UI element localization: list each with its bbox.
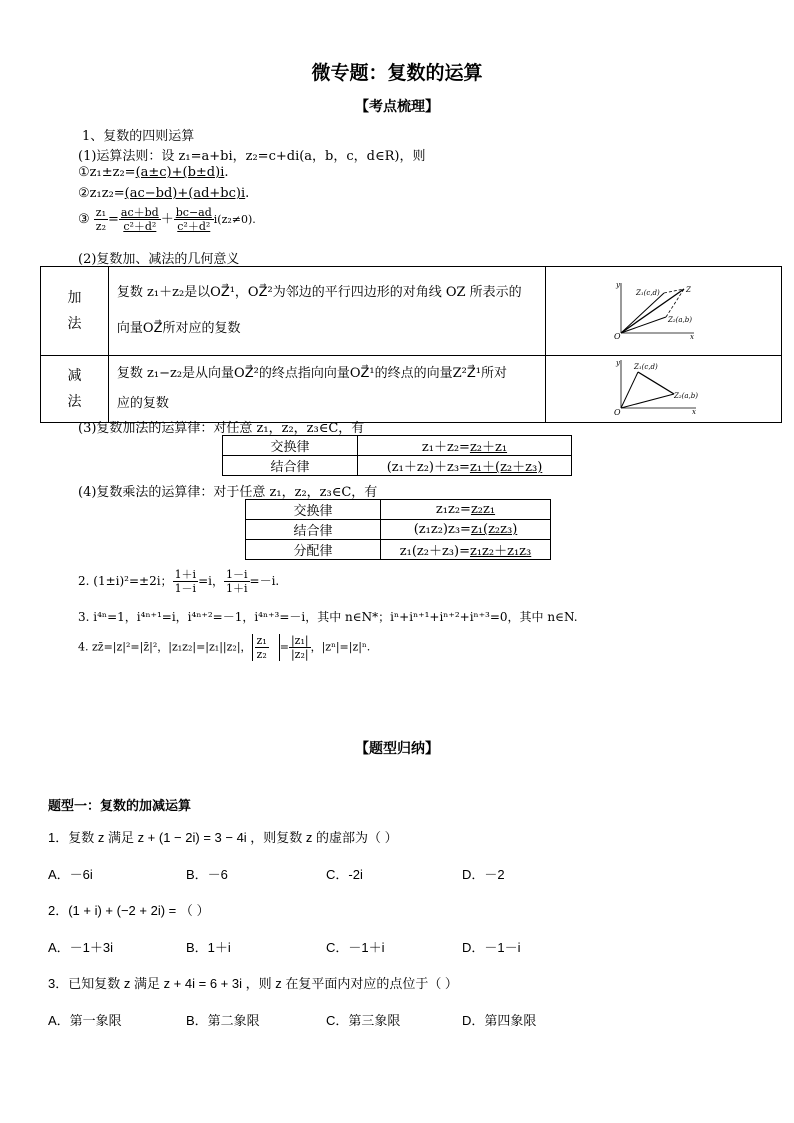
circled-1-icon: ① [78,165,90,180]
geometric-meaning-table [40,266,782,423]
law-name: 结合律 [223,456,358,476]
geo-label-addition: 加 法 [41,267,109,356]
geo-text-addition: 复数 z₁＋z₂是以OZ⃗¹，OZ⃗²为邻边的平行四边形的对角线 OZ 所表示的 向量OZ⃗所对应的复数 [108,267,545,356]
circled-2-icon: ② [78,186,90,201]
section-heading-review: 【考点梳理】 [355,99,439,115]
fig-add-z2-label: Z₂(a,b) [667,316,692,324]
rule-1-answer: (a±c)+(b±d)i [135,165,225,180]
paragraph-geometric-meaning: (2)复数加、减法的几何意义 [78,252,240,267]
formula-line-3: 3. i⁴ⁿ=1，i⁴ⁿ⁺¹=i，i⁴ⁿ⁺²=－1，i⁴ⁿ⁺³=－i，其中 n∈N*；iⁿ+iⁿ⁺¹+iⁿ⁺²+iⁿ⁺³=0，其中 n∈N. [78,610,578,624]
rule-3-fraction-1: $\frac{ac+bd}{\text{c²＋d²}}$ [120,206,159,233]
table-row [246,520,551,540]
parallelogram-diagram [546,267,778,351]
q1-option-b: B．－6 [186,867,228,882]
fraction: $\frac{1+i}{1-i}$ [174,568,197,595]
fraction: $\frac{\text{|z₁|}}{\text{|z₂|}}$ [290,634,309,661]
table-row [246,500,551,520]
rule-3: ③ $\frac{\text{z₁}}{\text{z₂}}$ = $\frac{ac+bd}{\text{c²＋d²}}$ ＋ $\frac{bc-ad}{\text{c²＋d²}}$ i(z₂≠0). [78,206,256,233]
question-3: 3．已知复数 z 满足 z + 4i = 6 + 3i ，则 z 在复平面内对应的点位于（ ） [48,976,458,991]
law-name: 交换律 [223,436,358,456]
geo-figure-subtraction [545,356,781,423]
fig-sub-y-label: y [615,359,620,367]
fig-add-y-label: y [615,281,620,289]
geo-row-subtraction [41,356,782,423]
formula-line-2: 2. (1±i)²=±2i； $\frac{1+i}{1-i}$ =i， $\frac{1-i}{1+i}$ =－i. [78,568,280,595]
rule-3-fraction-2: $\frac{bc-ad}{\text{c²＋d²}}$ [175,206,212,233]
q2-option-c: C．－1＋i [326,940,385,955]
rule-1-prefix: z₁±z₂= [89,165,136,180]
paragraph-addition-laws: (3)复数加法的运算律：对任意 z₁，z₂，z₃∈C，有 [78,421,365,436]
subtraction-diagram [546,356,778,418]
fig-add-x-label: x [689,333,694,341]
fig-sub-origin-label: O [613,408,621,417]
q3-option-b: B．第二象限 [186,1013,260,1028]
law-name: 分配律 [246,540,381,560]
geo-figure-addition [545,267,781,356]
fig-sub-x-label: x [691,408,696,416]
law-formula: (z₁＋z₂)＋z₃=z₁＋(z₂＋z₃) [358,456,572,476]
formula-line-4: 4. zz̄=|z|²=|z̄|²，|z₁z₂|=|z₁||z₂|， $\frac{\text{z₁}}{\text{z₂}}$ = $\frac{\text{|z₁|}}{\text{|z₂|}}$ ，|zⁿ|=|z|ⁿ. [78,634,371,661]
rule-2 [78,186,249,201]
rule-1-suffix: . [224,165,229,180]
fraction: $\frac{\text{z₁}}{\text{z₂}}$ [252,634,280,661]
q2-option-b: B．1＋i [186,940,231,955]
q2-option-a: A．－1＋3i [48,940,114,955]
q1-option-a: A．－6i [48,867,93,882]
fig-add-z-label: Z [685,286,691,294]
section-heading-types: 【题型归纳】 [355,741,439,757]
fig-sub-z1-label: Z₁(c,d) [633,363,658,371]
rule-2-suffix: . [245,186,250,201]
law-formula: (z₁z₂)z₃=z₁(z₂z₃) [381,520,551,540]
q3-option-a: A．第一象限 [48,1013,122,1028]
fig-add-z1-label: Z₁(c,d) [635,289,660,297]
question-2: 2．(1 + i) + (−2 + 2i) = （ ） [48,903,210,918]
geo-text-subtraction: 复数 z₁−z₂是从向量OZ⃗²的终点指向向量OZ⃗¹的终点的向量Z²Z⃗¹所对 应的复数 [108,356,545,423]
q1-option-d: D．－2 [462,867,505,882]
q3-option-d: D．第四象限 [462,1013,537,1028]
table-row [223,456,572,476]
rule-3-suffix: i(z₂≠0). [213,213,256,226]
rule-1 [78,165,229,180]
rule-2-prefix: z₁z₂= [89,186,125,201]
q2-option-d: D．－1－i [462,940,521,955]
paragraph-rules-intro: (1)运算法则：设 z₁=a+bi，z₂=c+di(a，b，c，d∈R)，则 [78,149,426,164]
rule-3-lhs-fraction: $\frac{\text{z₁}}{\text{z₂}}$ [95,206,107,233]
geo-row-addition [41,267,782,356]
table-row [223,436,572,456]
table-row [246,540,551,560]
law-formula: z₁z₂=z₂z₁ [381,500,551,520]
paragraph-four-operations: 1、复数的四则运算 [82,129,195,144]
geo-label-subtraction: 减 法 [41,356,109,423]
q3-option-c: C．第三象限 [326,1013,401,1028]
multiplication-laws-table [245,499,551,560]
paragraph-multiplication-laws: (4)复数乘法的运算律：对于任意 z₁，z₂，z₃∈C，有 [78,485,378,500]
law-formula: z₁＋z₂=z₂＋z₁ [358,436,572,456]
question-type-1-heading: 题型一：复数的加减运算 [48,798,192,813]
law-name: 交换律 [246,500,381,520]
law-name: 结合律 [246,520,381,540]
circled-3-icon: ③ [78,212,90,227]
fig-add-origin-label: O [613,332,621,341]
rule-2-answer: (ac−bd)+(ad+bc)i [124,186,246,201]
addition-laws-table [222,435,572,476]
fig-sub-z2-label: Z₂(a,b) [673,392,698,400]
fraction: $\frac{1-i}{1+i}$ [226,568,248,595]
page-title: 微专题：复数的运算 [311,62,483,84]
law-formula: z₁(z₂＋z₃)=z₁z₂＋z₁z₃ [381,540,551,560]
question-1: 1．复数 z 满足 z + (1 − 2i) = 3 − 4i ，则复数 z 的虚部为（ ） [48,830,398,845]
q1-option-c: C．-2i [326,867,363,882]
